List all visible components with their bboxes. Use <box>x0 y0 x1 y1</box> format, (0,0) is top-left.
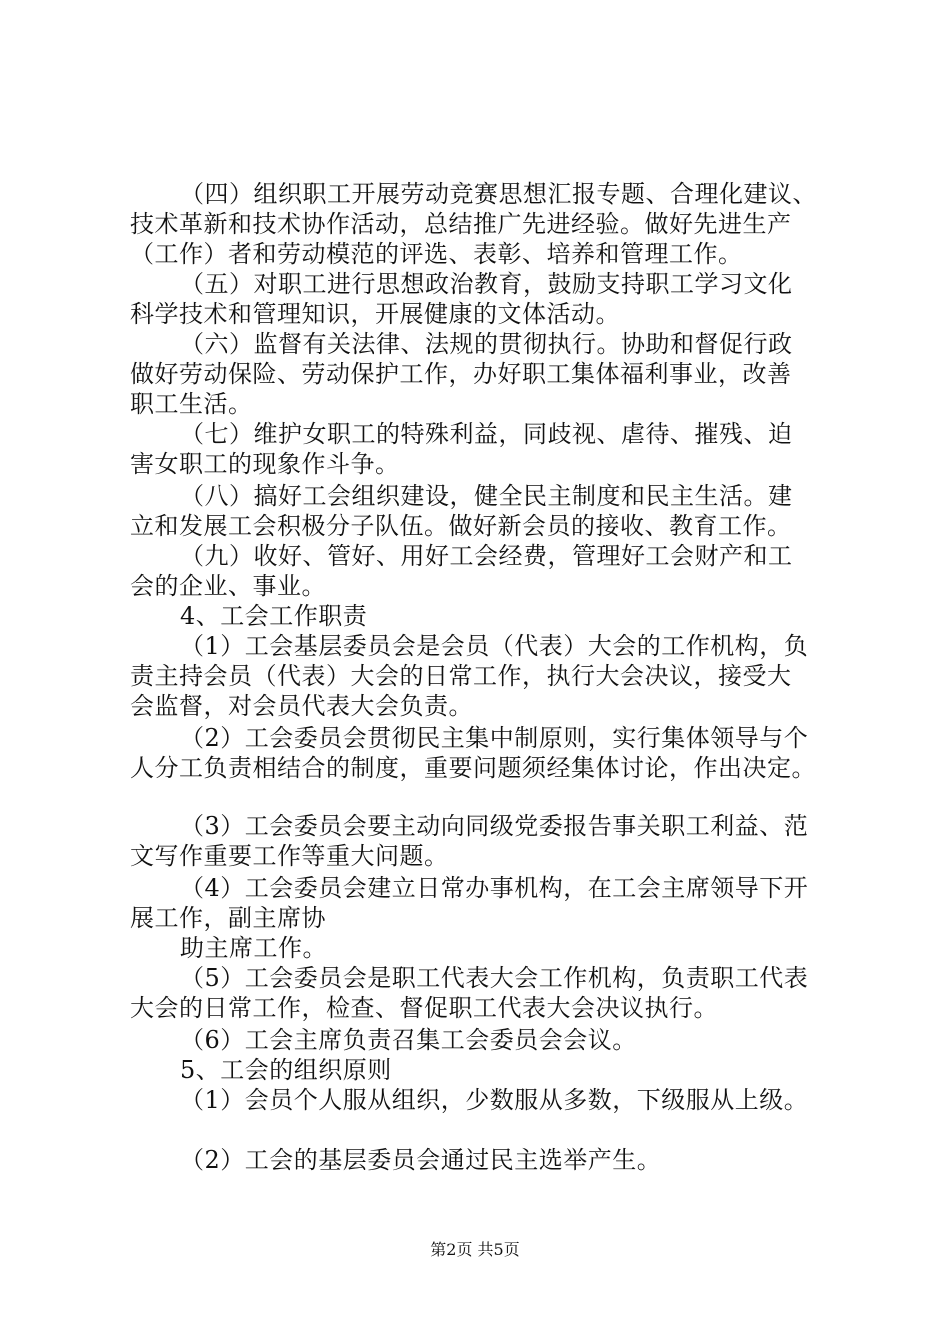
paragraph-line: 科学技术和管理知识，开展健康的文体活动。 <box>130 300 620 328</box>
paragraph-line: 会监督，对会员代表大会负责。 <box>130 692 473 720</box>
paragraph-line: （1）工会基层委员会是会员（代表）大会的工作机构，负 <box>180 632 809 660</box>
paragraph-line: 助主席工作。 <box>180 934 327 962</box>
paragraph-line: （6）工会主席负责召集工会委员会会议。 <box>180 1026 637 1054</box>
paragraph-line: （3）工会委员会要主动向同级党委报告事关职工利益、范 <box>180 812 809 840</box>
page-number: 第2页 共5页 <box>430 1240 520 1259</box>
paragraph-line: （七）维护女职工的特殊利益，同歧视、虐待、摧残、迫 <box>180 420 793 448</box>
section-heading: 4、工会工作职责 <box>180 602 368 630</box>
paragraph-line: 人分工负责相结合的制度，重要问题须经集体讨论，作出决定。 <box>130 754 816 782</box>
paragraph-line: （八）搞好工会组织建设，健全民主制度和民主生活。建 <box>180 482 793 510</box>
paragraph-line: 做好劳动保险、劳动保护工作，办好职工集体福利事业，改善 <box>130 360 792 388</box>
paragraph-line: （六）监督有关法律、法规的贯彻执行。协助和督促行政 <box>180 330 793 358</box>
paragraph-line: （工作）者和劳动模范的评选、表彰、培养和管理工作。 <box>130 240 743 268</box>
paragraph-line: （五）对职工进行思想政治教育，鼓励支持职工学习文化 <box>180 270 793 298</box>
paragraph-line: （5）工会委员会是职工代表大会工作机构，负责职工代表 <box>180 964 809 992</box>
paragraph-line: （4）工会委员会建立日常办事机构，在工会主席领导下开 <box>180 874 809 902</box>
paragraph-line: 职工生活。 <box>130 390 253 418</box>
paragraph-line: （2）工会的基层委员会通过民主选举产生。 <box>180 1146 662 1174</box>
paragraph-line: 立和发展工会积极分子队伍。做好新会员的接收、教育工作。 <box>130 512 792 540</box>
section-heading: 5、工会的组织原则 <box>180 1056 392 1084</box>
paragraph-line: （1）会员个人服从组织，少数服从多数，下级服从上级。 <box>180 1086 809 1114</box>
paragraph-line: 文写作重要工作等重大问题。 <box>130 842 449 870</box>
paragraph-line: 技术革新和技术协作活动，总结推广先进经验。做好先进生产 <box>130 210 792 238</box>
paragraph-line: 大会的日常工作，检查、督促职工代表大会决议执行。 <box>130 994 718 1022</box>
paragraph-line: 展工作，副主席协 <box>130 904 326 932</box>
page-footer <box>0 1240 950 1260</box>
paragraph-line: 责主持会员（代表）大会的日常工作，执行大会决议，接受大 <box>130 662 792 690</box>
paragraph-line: 会的企业、事业。 <box>130 572 326 600</box>
paragraph-line: （九）收好、管好、用好工会经费，管理好工会财产和工 <box>180 542 793 570</box>
paragraph-line: （2）工会委员会贯彻民主集中制原则，实行集体领导与个 <box>180 724 809 752</box>
paragraph-line: 害女职工的现象作斗争。 <box>130 450 400 478</box>
paragraph-line: （四）组织职工开展劳动竞赛思想汇报专题、合理化建议、 <box>180 180 817 208</box>
